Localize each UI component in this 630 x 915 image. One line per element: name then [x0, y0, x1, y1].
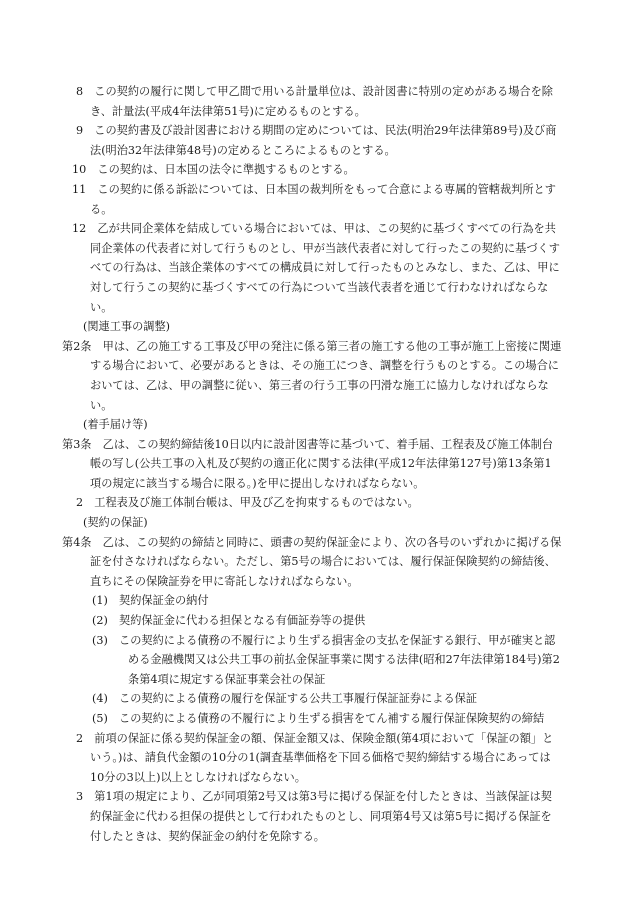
article-heading: (契約の保証) [83, 516, 148, 530]
numbered-paragraph: 2 前項の保証に係る契約保証金の額、保証金額又は、保険金額(第4項において「保証の額」という。)は、請負代金額の10分の1(調査基準価格を下回る価格で契約締結する場合にあっては10分の3以上)以上としなければならない。 [76, 731, 554, 784]
contract-text [62, 82, 562, 846]
article-paragraph: 第3条 乙は、この契約締結後10日以内に設計図書等に基づいて、着手届、工程表及び施工体制台帳の写し(公共工事の入札及び契約の適正化に関する法律(平成12年法律第127号)第13条第1項の規定に該当する場合に限る。)を甲に提出しなければならない。 [62, 437, 554, 490]
list-item: (2) 契約保証金に代わる担保となる有価証券等の提供 [92, 614, 366, 628]
article-heading: (着手届け等) [83, 418, 148, 432]
list-item: (3) この契約による債務の不履行により生ずる損害金の支払を保証する銀行、甲が確実と認める金融機関又は公共工事の前払金保証事業に関する法律(昭和27年法律第184号)第2条第4項に規定する保証事業会社の保証 [92, 633, 560, 686]
list-item: (1) 契約保証金の納付 [92, 594, 209, 608]
numbered-paragraph: 8 この契約の履行に関して甲乙間で用いる計量単位は、設計図書に特別の定めがある場合を除き、計量法(平成4年法律第51号)に定めるものとする。 [76, 85, 553, 118]
numbered-paragraph: 12 乙が共同企業体を結成している場合においては、甲は、この契約に基づくすべての行為を共同企業体の代表者に対して行うものとし、甲が当該代表者に対して行ったこの契約に基づくすべての行為は、当該企業体のすべての構成員に対して行ったものとみなし、また、乙は、甲に対して行うこの契約に基づくすべての行為について当該代表者を通じて行わなければならない。 [72, 222, 560, 314]
numbered-paragraph: 2 工程表及び施工体制台帳は、甲及び乙を拘束するものではない。 [76, 496, 419, 510]
article-paragraph: 第4条 乙は、この契約の締結と同時に、頭書の契約保証金により、次の各号のいずれかに掲げる保証を付さなければならない。ただし、第5号の場合においては、履行保証保険契約の締結後、直ちにその保険証券を甲に寄託しなければならない。 [62, 535, 562, 588]
numbered-paragraph: 9 この契約書及び設計図書における期間の定めについては、民法(明治29年法律第89号)及び商法(明治32年法律第48号)の定めるところによるものとする。 [76, 124, 557, 157]
numbered-paragraph: 3 第1項の規定により、乙が同項第2号又は第3号に掲げる保証を付したときは、当該保証は契約保証金に代わる担保の提供として行われたものとし、同項第4号又は第5号に掲げる保証を付したときは、契約保証金の納付を免除する。 [76, 790, 552, 843]
article-heading: (関連工事の調整) [83, 320, 171, 334]
numbered-paragraph: 11 この契約に係る訴訟については、日本国の裁判所をもって合意による専属的管轄裁判所とする。 [72, 182, 556, 216]
list-item: (5) この契約による債務の不履行により生ずる損害をてん補する履行保証保険契約の締結 [92, 712, 545, 725]
list-item: (4) この契約による債務の履行を保証する公共工事履行保証証券による保証 [92, 692, 478, 706]
numbered-paragraph: 10 この契約は、日本国の法令に準拠するものとする。 [72, 163, 355, 177]
article-paragraph: 第2条 甲は、乙の施工する工事及び甲の発注に係る第三者の施工する他の工事が施工上密接に関連する場合において、必要があるときは、その施工につき、調整を行うものとする。この場合においては、乙は、甲の調整に従い、第三者の行う工事の円滑な施工に協力しなければならない。 [62, 339, 562, 412]
